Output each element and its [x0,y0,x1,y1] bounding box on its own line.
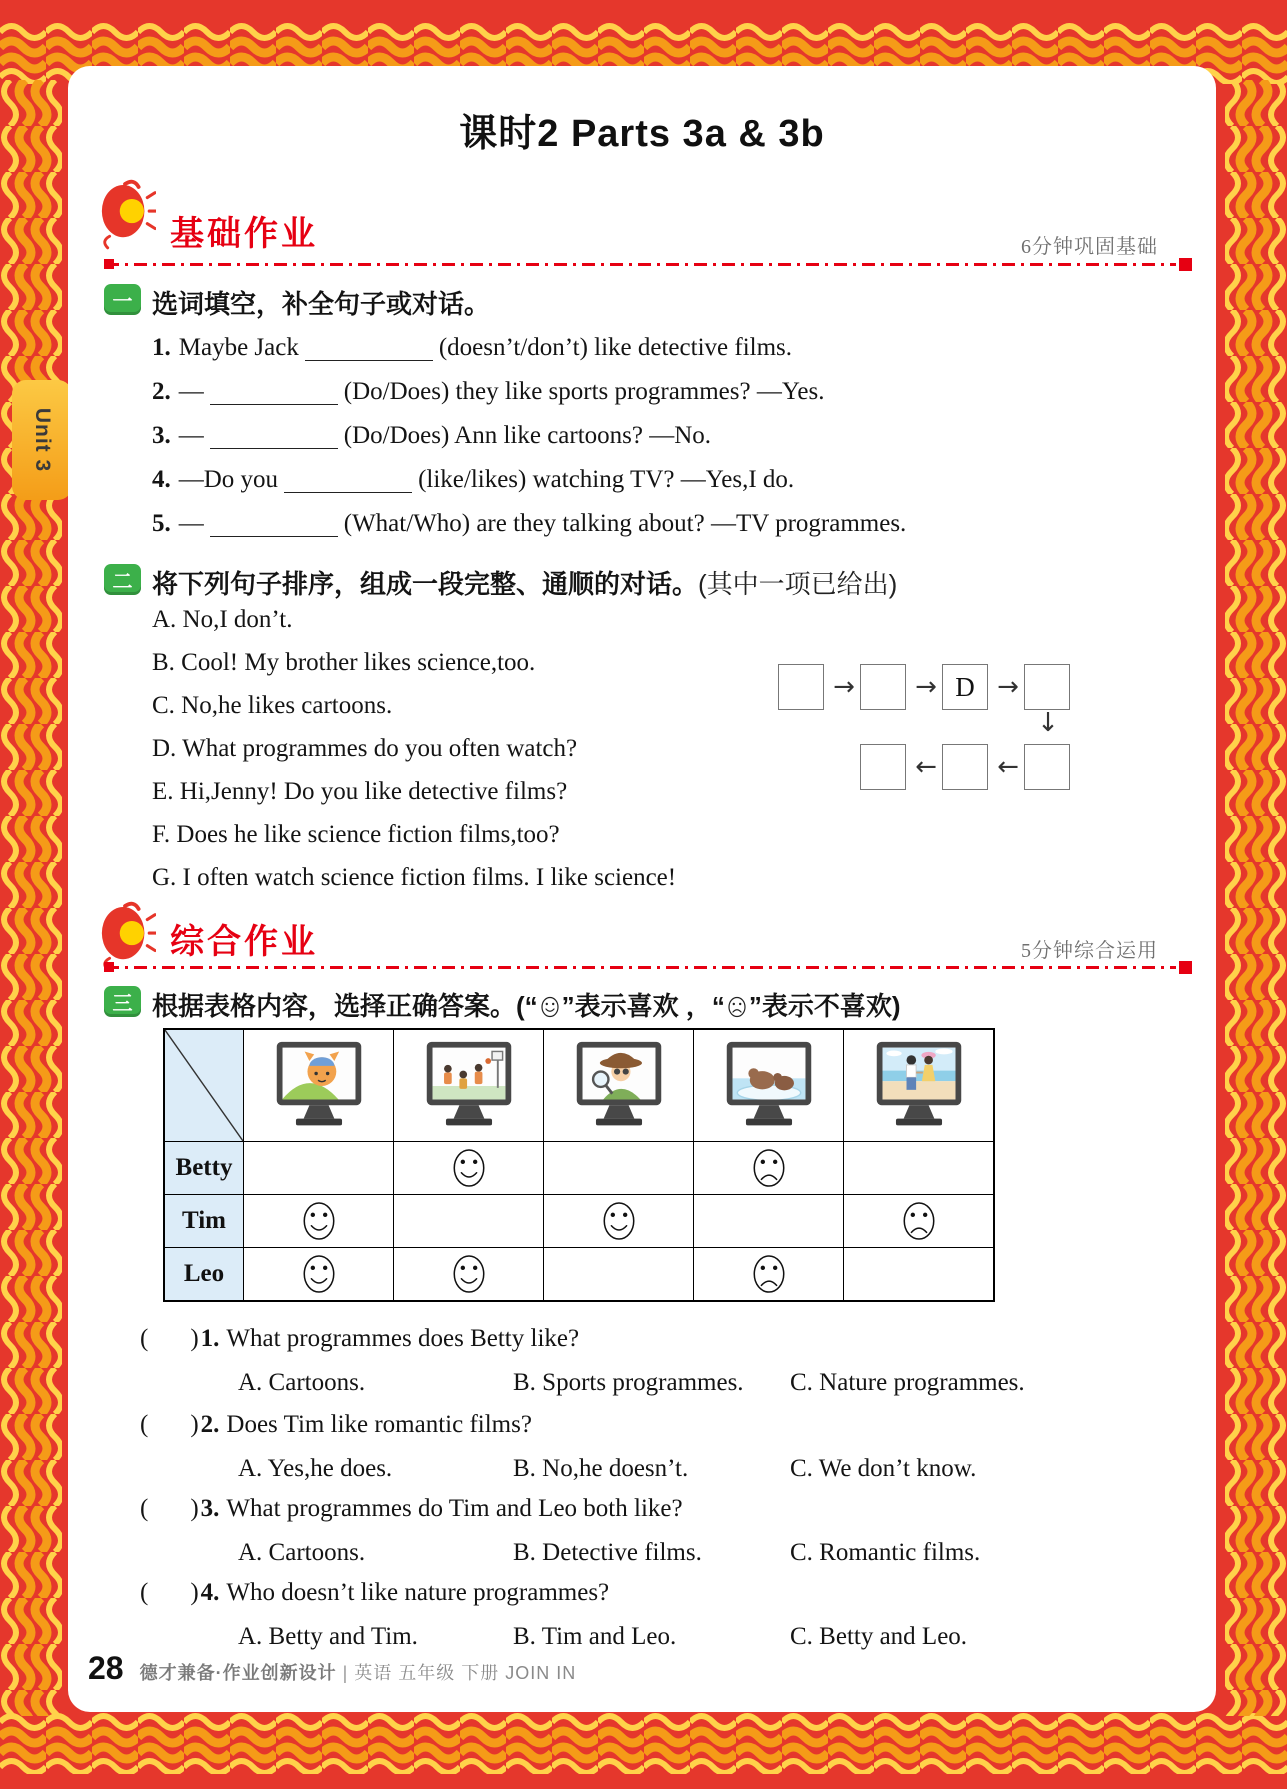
worksheet-page [68,66,1216,1712]
table-row-header: Tim [165,1194,243,1247]
option-b[interactable]: B. Detective films. [513,1539,702,1566]
question-line [140,1579,609,1607]
lamp-mascot-icon [98,178,156,250]
item-text: — [178,378,204,405]
option-c[interactable]: C. Betty and Leo. [790,1623,968,1650]
unit-tab-label: Unit 3 [31,407,54,473]
table-mark-cell [393,1247,543,1300]
exercise-2-instruction [152,564,897,601]
table-mark-cell [843,1247,993,1300]
item-text: Maybe Jack [178,334,299,361]
options-line [68,1539,1216,1573]
item-number: 2. [152,378,171,405]
exercise-1-instruction: 选词填空，补全句子或对话。 [152,289,491,319]
section-divider [106,263,1176,266]
order-box[interactable] [942,744,988,790]
footer-caption [140,1659,577,1685]
answer-bracket[interactable]: ( [140,1325,149,1352]
table-header-cartoons [243,1030,393,1141]
table-mark-cell [243,1247,393,1300]
instruction-text: ”表示喜欢 ，“ [561,991,725,1021]
table-mark-cell [393,1141,543,1194]
table-mark-cell [843,1141,993,1194]
question-number: 1. [200,1325,220,1352]
table-mark-cell [693,1247,843,1300]
unit-tab[interactable] [12,380,72,500]
table-mark-cell [543,1194,693,1247]
options-line [68,1369,1216,1403]
option-c[interactable]: C. We don’t know. [790,1455,977,1482]
section-time-note-comprehensive: 5分钟综合运用 [1021,940,1158,962]
option-a[interactable]: A. Yes,he does. [238,1455,393,1482]
item-number: 3. [152,422,171,449]
question-text: What programmes do Tim and Leo both like? [226,1495,683,1522]
fill-blank-item [152,422,711,450]
answer-bracket[interactable]: ( [140,1411,149,1438]
answer-blank[interactable] [210,378,338,405]
item-number: 1. [152,334,171,361]
table-row-header: Betty [165,1141,243,1194]
romantic-tv-icon [861,1038,977,1134]
question-number: 2. [200,1411,220,1438]
table-corner-cell [165,1030,243,1141]
option-b[interactable]: B. Sports programmes. [513,1369,744,1396]
option-b[interactable]: B. Tim and Leo. [513,1623,677,1650]
table-mark-cell [243,1141,393,1194]
sentence-option: A. No,I don’t. [152,606,293,633]
diagonal-line [165,1030,243,1141]
answer-bracket: ) [190,1495,199,1522]
order-box[interactable] [860,744,906,790]
footer-brand: 德才兼备·作业创新设计 [139,1663,337,1683]
order-box[interactable] [778,664,824,710]
table-mark-cell [693,1194,843,1247]
arrow-right-icon: → [833,672,855,702]
smiley-face-icon [539,995,561,1019]
item-text: (like/likes) watching TV? —Yes,I do. [418,466,795,493]
sentence-option: B. Cool! My brother likes science,too. [152,649,536,676]
dialog-order-diagram [778,664,1078,794]
fill-blank-item [152,510,906,538]
fill-blank-item [152,334,792,362]
frowny-face-icon [750,1145,788,1191]
order-box[interactable] [860,664,906,710]
smiley-face-icon [600,1198,638,1244]
smiley-face-icon [450,1145,488,1191]
instruction-text: 将下列句子排序，组成一段完整、通顺的对话。 [152,569,699,599]
frowny-face-icon [726,995,748,1019]
exercise-3-badge: 三 [104,986,141,1017]
item-text: (doesn’t/don’t) like detective films. [438,334,793,361]
instruction-text: 根据表格内容，选择正确答案。(“ [152,991,538,1021]
frowny-face-icon [750,1251,788,1297]
section-time-note-basic: 6分钟巩固基础 [1021,236,1158,258]
question-line [140,1325,579,1353]
sentence-option: G. I often watch science fiction films. I like science! [152,864,677,891]
section-divider [106,966,1176,969]
table-mark-cell [693,1141,843,1194]
arrow-right-icon: → [997,672,1019,702]
frowny-face-icon [900,1198,938,1244]
item-number: 5. [152,510,171,537]
fill-blank-item [152,466,794,494]
table-header-nature [693,1030,843,1141]
sentence-option: E. Hi,Jenny! Do you like detective films? [152,778,568,805]
item-text: (What/Who) are they talking about? —TV programmes. [343,510,907,537]
smiley-face-icon [450,1251,488,1297]
fill-blank-item [152,378,824,406]
nature-tv-icon [711,1038,827,1134]
smiley-face-icon [300,1198,338,1244]
order-box[interactable]: D [942,664,988,710]
option-b[interactable]: B. No,he doesn’t. [513,1455,689,1482]
footer-meta: 英语 五年级 下册 JOIN IN [354,1663,577,1683]
question-line [140,1411,532,1439]
table-header-sports [393,1030,543,1141]
order-box[interactable] [1024,664,1070,710]
bottom-wave-border [0,1712,1287,1774]
options-line [68,1455,1216,1489]
exercise-3-instruction [152,986,901,1023]
sentence-option: C. No,he likes cartoons. [152,692,393,719]
exercise-2-badge: 二 [104,564,141,595]
answer-bracket: ) [190,1411,199,1438]
instruction-text: ”表示不喜欢) [748,991,901,1021]
arrow-left-icon: ← [915,752,937,782]
instruction-note: (其中一项已给出) [698,569,898,599]
sentence-option: D. What programmes do you often watch? [152,735,578,762]
item-text: (Do/Does) they like sports programmes? —Yes. [343,378,825,405]
option-a[interactable]: A. Betty and Tim. [238,1623,418,1650]
option-a[interactable]: A. Cartoons. [238,1539,366,1566]
answer-bracket: ) [190,1325,199,1352]
answer-bracket[interactable]: ( [140,1579,149,1606]
programmes-table [163,1028,995,1302]
table-mark-cell [243,1194,393,1247]
item-text: — [178,510,204,537]
exercise-1-badge: 一 [104,284,141,315]
smiley-face-icon [300,1251,338,1297]
detective-tv-icon [561,1038,677,1134]
sports-tv-icon [411,1038,527,1134]
answer-blank[interactable] [284,466,412,493]
answer-blank[interactable] [210,422,338,449]
order-box[interactable] [1024,744,1070,790]
item-text: (Do/Does) Ann like cartoons? —No. [343,422,712,449]
sentence-option: F. Does he like science fiction films,too? [152,821,560,848]
left-wave-border [0,80,62,1716]
footer-separator: | [342,1663,349,1683]
option-c[interactable]: C. Romantic films. [790,1539,981,1566]
section-title-basic: 基础作业 [170,215,318,253]
question-number: 4. [200,1579,220,1606]
table-header-romantic [843,1030,993,1141]
item-text: — [178,422,204,449]
option-a[interactable]: A. Cartoons. [238,1369,366,1396]
answer-bracket[interactable]: ( [140,1495,149,1522]
page-number: 28 [88,1650,124,1686]
arrow-left-icon: ← [997,752,1019,782]
arrow-down-icon: ↓ [1037,708,1059,738]
page-footer [88,1650,576,1687]
section-title-comprehensive: 综合作业 [170,923,318,961]
question-text: What programmes does Betty like? [226,1325,580,1352]
item-number: 4. [152,466,171,493]
table-header-detective [543,1030,693,1141]
question-number: 3. [200,1495,220,1522]
option-c[interactable]: C. Nature programmes. [790,1369,1025,1396]
table-mark-cell [543,1141,693,1194]
table-mark-cell [843,1194,993,1247]
arrow-right-icon: → [915,672,937,702]
question-text: Who doesn’t like nature programmes? [226,1579,610,1606]
table-mark-cell [543,1247,693,1300]
question-text: Does Tim like romantic films? [226,1411,532,1438]
table-mark-cell [393,1194,543,1247]
question-line [140,1495,683,1523]
cartoon-tv-icon [261,1038,377,1134]
answer-bracket: ) [190,1579,199,1606]
answer-blank[interactable] [210,510,338,537]
answer-blank[interactable] [305,334,433,361]
item-text: —Do you [178,466,279,493]
page-title: 课时2 Parts 3a & 3b [459,113,825,155]
table-row-header: Leo [165,1247,243,1300]
right-wave-border [1225,80,1287,1716]
